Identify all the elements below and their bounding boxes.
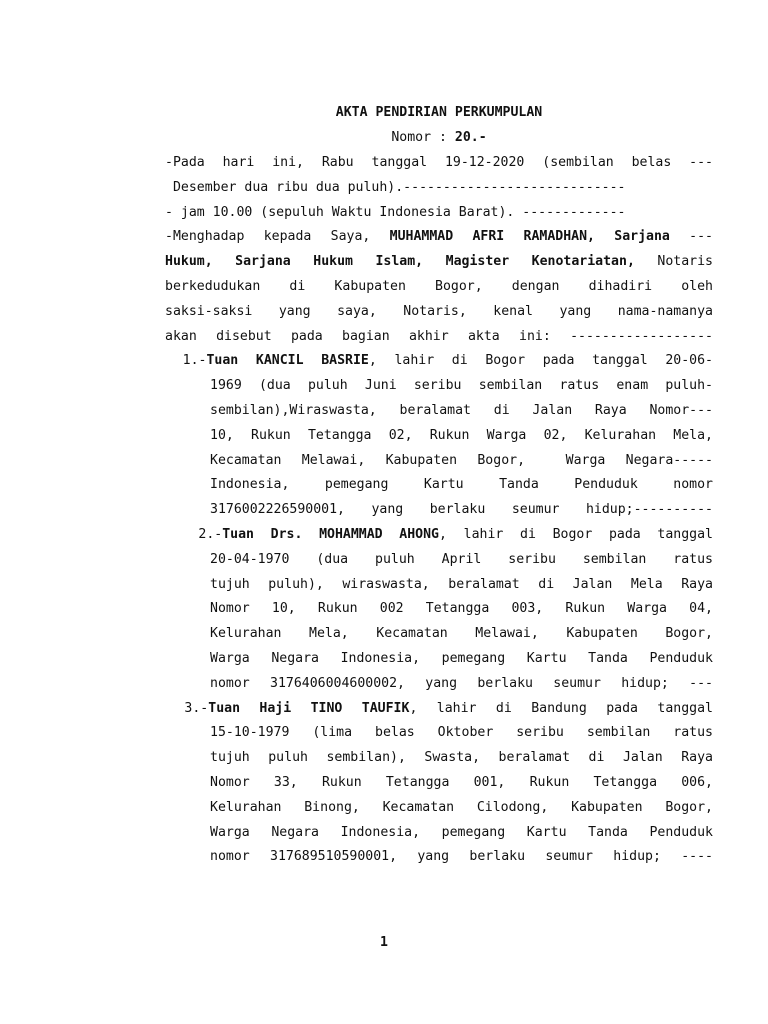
line-text: Warga Negara Indonesia, pemegang Kartu Tanda Penduduk <box>210 824 713 840</box>
line-text: 3.- <box>165 700 209 716</box>
line-text: 1969 (dua puluh Juni seribu sembilan ratus enam puluh- <box>210 378 713 394</box>
text-line <box>210 448 713 473</box>
line-text: Warga Negara Indonesia, pemegang Kartu Tanda Penduduk <box>210 651 713 666</box>
line-text: Kecamatan Melawai, Kabupaten Bogor, Warga Negara----- <box>210 452 713 468</box>
text-line <box>165 274 713 299</box>
line-text: , lahir di Bogor pada tanggal <box>439 527 713 542</box>
line-text: nomor 317689510590001, yang berlaku seumur hidup; ---- <box>210 849 713 865</box>
text-line <box>210 646 713 671</box>
text-line <box>165 324 713 349</box>
text-line <box>165 200 713 225</box>
text-line <box>210 472 713 497</box>
bold-text: Tuan Drs. MOHAMMAD AHONG <box>222 527 439 542</box>
text-line <box>210 373 713 398</box>
line-text: Notaris <box>634 254 713 270</box>
line-text: -Pada hari ini, Rabu tanggal 19-12-2020 (sembilan belas --- <box>165 155 713 170</box>
title-text: AKTA PENDIRIAN PERKUMPULAN <box>335 105 543 120</box>
text-line <box>210 795 713 820</box>
line-text: 15-10-1979 (lima belas Oktober seribu sembilan ratus <box>210 725 713 741</box>
text-line <box>165 696 713 721</box>
line-text: -Menghadap kepada Saya, <box>165 229 390 245</box>
text-line <box>210 596 713 621</box>
text-line <box>210 820 713 845</box>
line-text: --- <box>669 229 713 245</box>
line-text: Kelurahan Mela, Kecamatan Melawai, Kabupaten Bogor, <box>210 626 713 642</box>
text-line <box>210 497 713 522</box>
line-text: , lahir di Bandung pada tanggal <box>409 700 713 716</box>
line-text: 2.- <box>165 527 223 542</box>
number-value: 20.- <box>454 130 487 145</box>
line-text: akan disebut pada bagian akhir akta ini: ------------------ <box>165 328 713 344</box>
document-number <box>165 125 713 150</box>
text-line <box>210 423 713 448</box>
number-label: Nomor : <box>391 130 455 145</box>
line-text: Kelurahan Binong, Kecamatan Cilodong, Kabupaten Bogor, <box>210 799 713 815</box>
line-text: 1.- <box>165 353 207 369</box>
line-text: tujuh puluh), wiraswasta, beralamat di Jalan Mela Raya <box>210 576 713 592</box>
line-text: Nomor 33, Rukun Tetangga 001, Rukun Tetangga 006, <box>210 775 713 790</box>
bold-text: Hukum, Sarjana Hukum Islam, Magister Kenotariatan, <box>165 254 635 270</box>
text-line <box>165 249 713 274</box>
text-line <box>210 621 713 646</box>
line-text: 3176002226590001, yang berlaku seumur hidup;---------- <box>210 502 713 518</box>
text-line <box>165 348 713 373</box>
bold-text: Tuan KANCIL BASRIE <box>206 353 369 369</box>
bold-text: MUHAMMAD AFRI RAMADHAN, Sarjana <box>389 229 670 245</box>
line-text: 10, Rukun Tetangga 02, Rukun Warga 02, Kelurahan Mela, <box>210 427 713 443</box>
line-text: Nomor 10, Rukun 002 Tetangga 003, Rukun Warga 04, <box>210 601 713 617</box>
line-text: berkedudukan di Kabupaten Bogor, dengan dihadiri oleh <box>165 279 713 294</box>
text-line <box>165 175 713 200</box>
line-text: saksi-saksi yang saya, Notaris, kenal yang nama-namanya <box>165 303 713 319</box>
text-line <box>165 150 713 175</box>
text-line <box>165 224 713 249</box>
text-line <box>165 522 713 547</box>
line-text: tujuh puluh sembilan), Swasta, beralamat di Jalan Raya <box>210 750 713 766</box>
bold-text: Tuan Haji TINO TAUFIK <box>208 700 410 716</box>
document-title <box>165 100 713 125</box>
line-text: sembilan),Wiraswasta, beralamat di Jalan Raya Nomor--- <box>210 403 713 418</box>
line-text: Indonesia, pemegang Kartu Tanda Penduduk nomor <box>210 477 713 493</box>
text-line <box>210 720 713 745</box>
text-line <box>210 572 713 597</box>
text-line <box>165 299 713 324</box>
text-line <box>210 844 713 869</box>
text-line <box>210 398 713 423</box>
line-text: nomor 3176406004600002, yang berlaku seumur hidup; --- <box>210 675 713 691</box>
line-text: , lahir di Bogor pada tanggal 20-06- <box>368 353 713 369</box>
text-line <box>210 547 713 572</box>
text-line <box>210 745 713 770</box>
text-line <box>210 671 713 696</box>
line-text: Desember dua ribu dua puluh).---------------------------- <box>165 179 626 195</box>
line-text: - jam 10.00 (sepuluh Waktu Indonesia Barat). ------------- <box>165 204 626 220</box>
text-line <box>210 770 713 795</box>
page-number: 1 <box>380 935 388 950</box>
line-text: 20-04-1970 (dua puluh April seribu sembilan ratus <box>210 551 713 567</box>
